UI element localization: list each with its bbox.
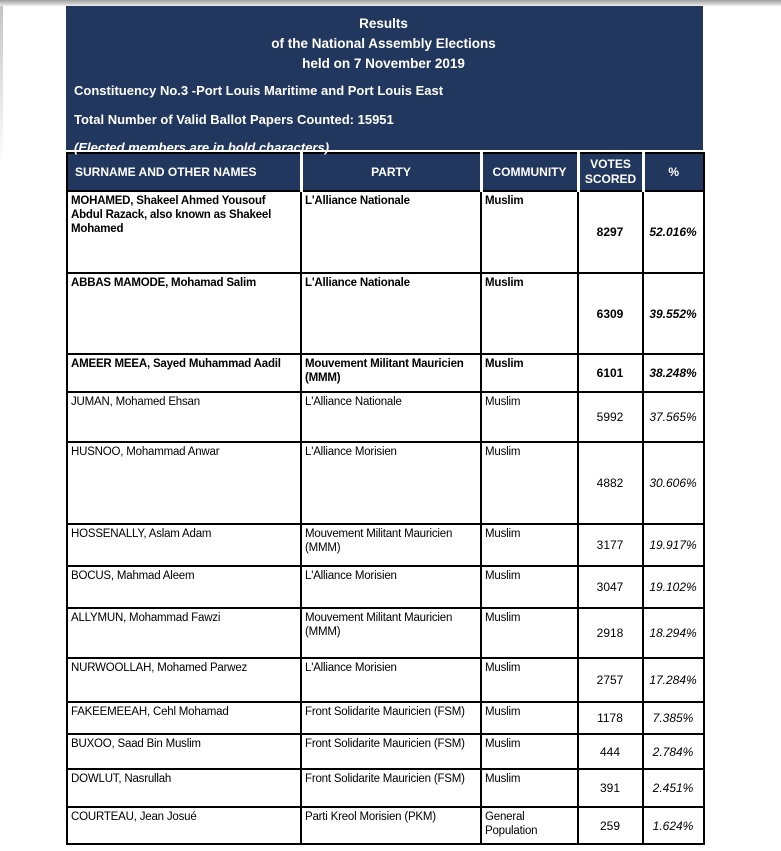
candidate-community: Muslim <box>481 769 578 807</box>
votes-scored-value: 3177 <box>578 524 643 566</box>
candidate-name: AMEER MEEA, Sayed Muhammad Aadil <box>67 354 301 392</box>
constituency-line: Constituency No.3 -Port Louis Maritime and Port Louis East <box>74 83 444 98</box>
candidate-community: Muslim <box>481 734 578 769</box>
candidate-community: Muslim <box>481 354 578 392</box>
votes-scored-value: 259 <box>578 807 643 844</box>
votes-scored-value: 2757 <box>578 658 643 702</box>
percent-value: 2.451% <box>643 769 704 807</box>
table-row <box>67 566 704 608</box>
candidate-party: Mouvement Militant Mauricien (MMM) <box>301 354 481 392</box>
title-line-date: held on 7 November 2019 <box>302 56 465 71</box>
title-line-election: of the National Assembly Elections <box>271 36 496 51</box>
percent-value: 19.102% <box>643 566 704 608</box>
candidate-name: ABBAS MAMODE, Mohamad Salim <box>67 273 301 354</box>
candidate-community: Muslim <box>481 566 578 608</box>
table-row <box>67 608 704 658</box>
candidate-name: DOWLUT, Nasrullah <box>67 769 301 807</box>
candidate-name: FAKEEMEEAH, Cehl Mohamad <box>67 702 301 734</box>
table-row <box>67 734 704 769</box>
candidate-name: HUSNOO, Mohammad Anwar <box>67 442 301 524</box>
votes-scored-value: 8297 <box>578 191 643 273</box>
candidate-community: General Population <box>481 807 578 844</box>
votes-scored-value: 444 <box>578 734 643 769</box>
candidate-party: L'Alliance Nationale <box>301 392 481 442</box>
percent-value: 19.917% <box>643 524 704 566</box>
candidate-party: L'Alliance Morisien <box>301 566 481 608</box>
ballot-total-line: Total Number of Valid Ballot Papers Counted: 15951 <box>74 112 394 127</box>
title-line-results: Results <box>359 16 408 31</box>
results-table <box>66 152 705 845</box>
table-row <box>67 191 704 273</box>
candidate-party: Front Solidarite Mauricien (FSM) <box>301 734 481 769</box>
percent-value: 2.784% <box>643 734 704 769</box>
candidate-community: Muslim <box>481 191 578 273</box>
candidate-name: BUXOO, Saad Bin Muslim <box>67 734 301 769</box>
table-row <box>67 807 704 844</box>
percent-value: 17.284% <box>643 658 704 702</box>
candidate-name: NURWOOLLAH, Mohamed Parwez <box>67 658 301 702</box>
candidate-party: Parti Kreol Morisien (PKM) <box>301 807 481 844</box>
table-row <box>67 392 704 442</box>
percent-value: 39.552% <box>643 273 704 354</box>
candidate-party: L'Alliance Morisien <box>301 658 481 702</box>
column-header-percent: % <box>643 153 704 191</box>
percent-value: 7.385% <box>643 702 704 734</box>
percent-value: 37.565% <box>643 392 704 442</box>
votes-scored-value: 5992 <box>578 392 643 442</box>
table-row <box>67 442 704 524</box>
candidate-party: Front Solidarite Mauricien (FSM) <box>301 769 481 807</box>
percent-value: 30.606% <box>643 442 704 524</box>
column-header-party: PARTY <box>301 153 481 191</box>
candidate-community: Muslim <box>481 608 578 658</box>
table-row <box>67 769 704 807</box>
table-row <box>67 524 704 566</box>
candidate-name: JUMAN, Mohamed Ehsan <box>67 392 301 442</box>
column-header-votes-scored: VOTES SCORED <box>578 153 643 191</box>
column-header-surname: SURNAME AND OTHER NAMES <box>67 153 301 191</box>
candidate-party: L'Alliance Morisien <box>301 442 481 524</box>
candidate-name: COURTEAU, Jean Josué <box>67 807 301 844</box>
percent-value: 38.248% <box>643 354 704 392</box>
candidate-party: Mouvement Militant Mauricien (MMM) <box>301 524 481 566</box>
table-row <box>67 658 704 702</box>
percent-value: 52.016% <box>643 191 704 273</box>
table-header-row <box>67 153 704 191</box>
votes-scored-value: 2918 <box>578 608 643 658</box>
table-row <box>67 273 704 354</box>
candidate-party: L'Alliance Nationale <box>301 273 481 354</box>
candidate-community: Muslim <box>481 524 578 566</box>
candidate-name: BOCUS, Mahmad Aleem <box>67 566 301 608</box>
candidate-party: Mouvement Militant Mauricien (MMM) <box>301 608 481 658</box>
candidate-community: Muslim <box>481 273 578 354</box>
page-left-edge <box>0 6 3 166</box>
results-document <box>66 6 703 845</box>
votes-scored-value: 6309 <box>578 273 643 354</box>
candidate-community: Muslim <box>481 658 578 702</box>
candidate-party: L'Alliance Nationale <box>301 191 481 273</box>
table-row <box>67 702 704 734</box>
candidate-community: Muslim <box>481 442 578 524</box>
column-header-community: COMMUNITY <box>481 153 578 191</box>
elected-note: (Elected members are in bold characters) <box>74 140 330 155</box>
votes-scored-value: 3047 <box>578 566 643 608</box>
candidate-community: Muslim <box>481 702 578 734</box>
candidate-name: ALLYMUN, Mohammad Fawzi <box>67 608 301 658</box>
votes-scored-value: 4882 <box>578 442 643 524</box>
votes-scored-value: 1178 <box>578 702 643 734</box>
percent-value: 1.624% <box>643 807 704 844</box>
candidate-community: Muslim <box>481 392 578 442</box>
votes-scored-value: 6101 <box>578 354 643 392</box>
percent-value: 18.294% <box>643 608 704 658</box>
table-row <box>67 354 704 392</box>
title-block <box>66 6 703 155</box>
candidate-party: Front Solidarite Mauricien (FSM) <box>301 702 481 734</box>
candidate-name: HOSSENALLY, Aslam Adam <box>67 524 301 566</box>
candidate-name: MOHAMED, Shakeel Ahmed Yousouf Abdul Razack, also known as Shakeel Mohamed <box>67 191 301 273</box>
votes-scored-value: 391 <box>578 769 643 807</box>
